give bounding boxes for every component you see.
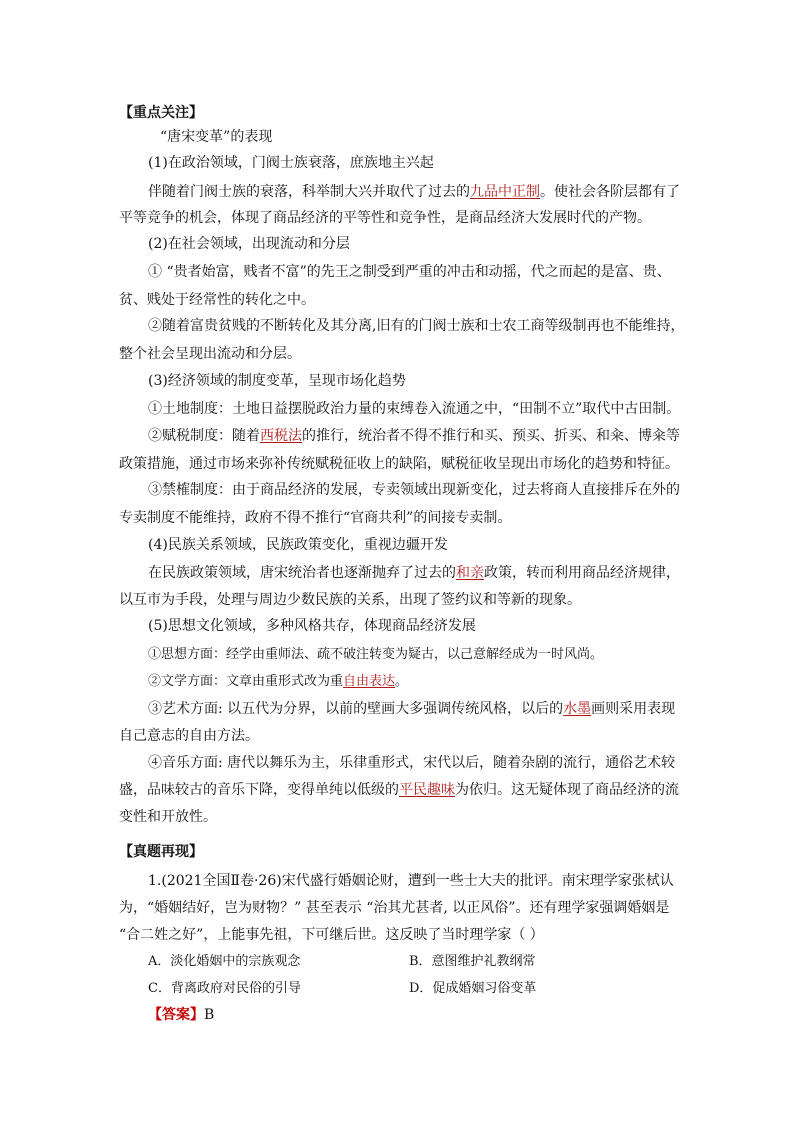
s4-paragraph-line: 在民族政策领域，唐宋统治者也逐渐抛弃了过去的和亲政策，转而利用商品经济规律， (148, 565, 680, 581)
s4-paragraph-line: 以互市为手段，处理与周边少数民族的关系，出现了签约议和等新的现象。 (119, 592, 581, 608)
section-heading-exam: 【真题再现】 (119, 844, 203, 860)
s5-paragraph-line: ④音乐方面: 唐代以舞乐为主，乐律重形式，宋代以后，随着杂剧的流行，通俗艺术较 (148, 755, 676, 771)
s1-title: (1)在政治领域，门阀士族衰落，庶族地主兴起 (148, 155, 434, 171)
s2-paragraph-line: ②随着富贵贫贱的不断转化及其分离,旧有的门阀士族和士农工商等级制再也不能维持， (148, 318, 685, 334)
s2-paragraph-line: 整个社会呈现出流动和分层。 (119, 346, 301, 362)
option-b: B．意图维护礼教纲常 (409, 954, 536, 969)
option-d: D．促成婚姻习俗变革 (409, 981, 537, 996)
s4-title: (4)民族关系领域，民族政策变化，重视边疆开发 (148, 537, 448, 553)
option-a: A．淡化婚姻中的宗族观念 (148, 954, 301, 969)
key-term: 西税法 (260, 428, 302, 444)
s1-paragraph-line: 平等竞争的机会，体现了商品经济的平等性和竞争性，是商品经济大发展时代的产物。 (119, 210, 651, 226)
s5-paragraph-line: 盛，品味较古的音乐下降，变得单纯以低级的平民趣味为依归。这无疑体现了商品经济的流 (119, 782, 679, 798)
question-line: 为，“婚姻结好，岂为财物？” 甚至表示 “治其尤甚者, 以正风俗”。还有理学家强调婚姻是 (119, 900, 670, 916)
answer-value: B (204, 1007, 215, 1023)
s5-paragraph-line: 变性和开放性。 (119, 809, 217, 825)
question-line: “合二姓之好”，上能事先祖，下可继后世。这反映了当时理学家（ ） (119, 927, 544, 943)
s2-paragraph-line: ① “贵者始富，贱者不富”的先王之制受到严重的冲击和动摇，代之而起的是富、贵、 (148, 264, 671, 280)
s5-paragraph-line: 自己意志的自由方法。 (119, 728, 259, 744)
answer (148, 1006, 214, 1024)
s2-paragraph-line: 贫、贱处于经常性的转化之中。 (119, 292, 315, 308)
s3-paragraph-line: ①土地制度：土地日益摆脱政治力量的束缚卷入流通之中，“田制不立”取代中古田制。 (148, 401, 681, 417)
key-term: 九品中正制 (470, 184, 540, 200)
s5-title: (5)思想文化领域，多种风格共存，体现商品经济发展 (148, 618, 476, 634)
s2-title: (2)在社会领域，出现流动和分层 (148, 236, 350, 252)
s5-paragraph-line: ③艺术方面: 以五代为分界，以前的壁画大多强调传统风格，以后的水墨画则采用表现 (148, 701, 676, 717)
s3-paragraph-line: 政策措施，通过市场来弥补传统赋税征收上的缺陷，赋税征收呈现出市场化的趋势和特征。 (119, 456, 679, 472)
key-term: 平民趣味 (399, 782, 455, 798)
s3-title: (3)经济领域的制度变革，呈现市场化趋势 (148, 373, 406, 389)
question-line: 1.(2021全国Ⅱ卷·26)宋代盛行婚姻论财，遭到一些士大夫的批评。南宋理学家张栻认 (148, 873, 674, 889)
key-term: 水墨 (563, 701, 592, 717)
s3-paragraph-line: ②赋税制度：随着西税法的推行，统治者不得不推行和买、预买、折买、和籴、博籴等 (148, 428, 680, 444)
answer-label: 【答案】 (148, 1007, 204, 1023)
section-heading-focus: 【重点关注】 (119, 105, 203, 121)
option-c: C．背离政府对民俗的引导 (148, 981, 301, 996)
s3-paragraph-line: ③禁榷制度：由于商品经济的发展，专卖领域出现新变化，过去将商人直接排斥在外的 (148, 482, 680, 498)
key-term: 自由表达 (343, 674, 396, 689)
s5-paragraph-line: ①思想方面：经学由重师法、疏不破注转变为疑古，以己意解经成为一时风尚。 (148, 647, 604, 662)
s3-paragraph-line: 专卖制度不能维持，政府不得不推行“官商共利”的间接专卖制。 (119, 510, 512, 526)
subtitle: “唐宋变革”的表现 (160, 129, 273, 145)
s5-paragraph-line: ②文学方面：文章由重形式改为重自由表达。 (148, 674, 409, 689)
s1-paragraph-line: 伴随着门阀士族的衰落，科举制大兴并取代了过去的九品中正制。使社会各阶层都有了 (148, 184, 680, 200)
key-term: 和亲 (456, 565, 484, 581)
